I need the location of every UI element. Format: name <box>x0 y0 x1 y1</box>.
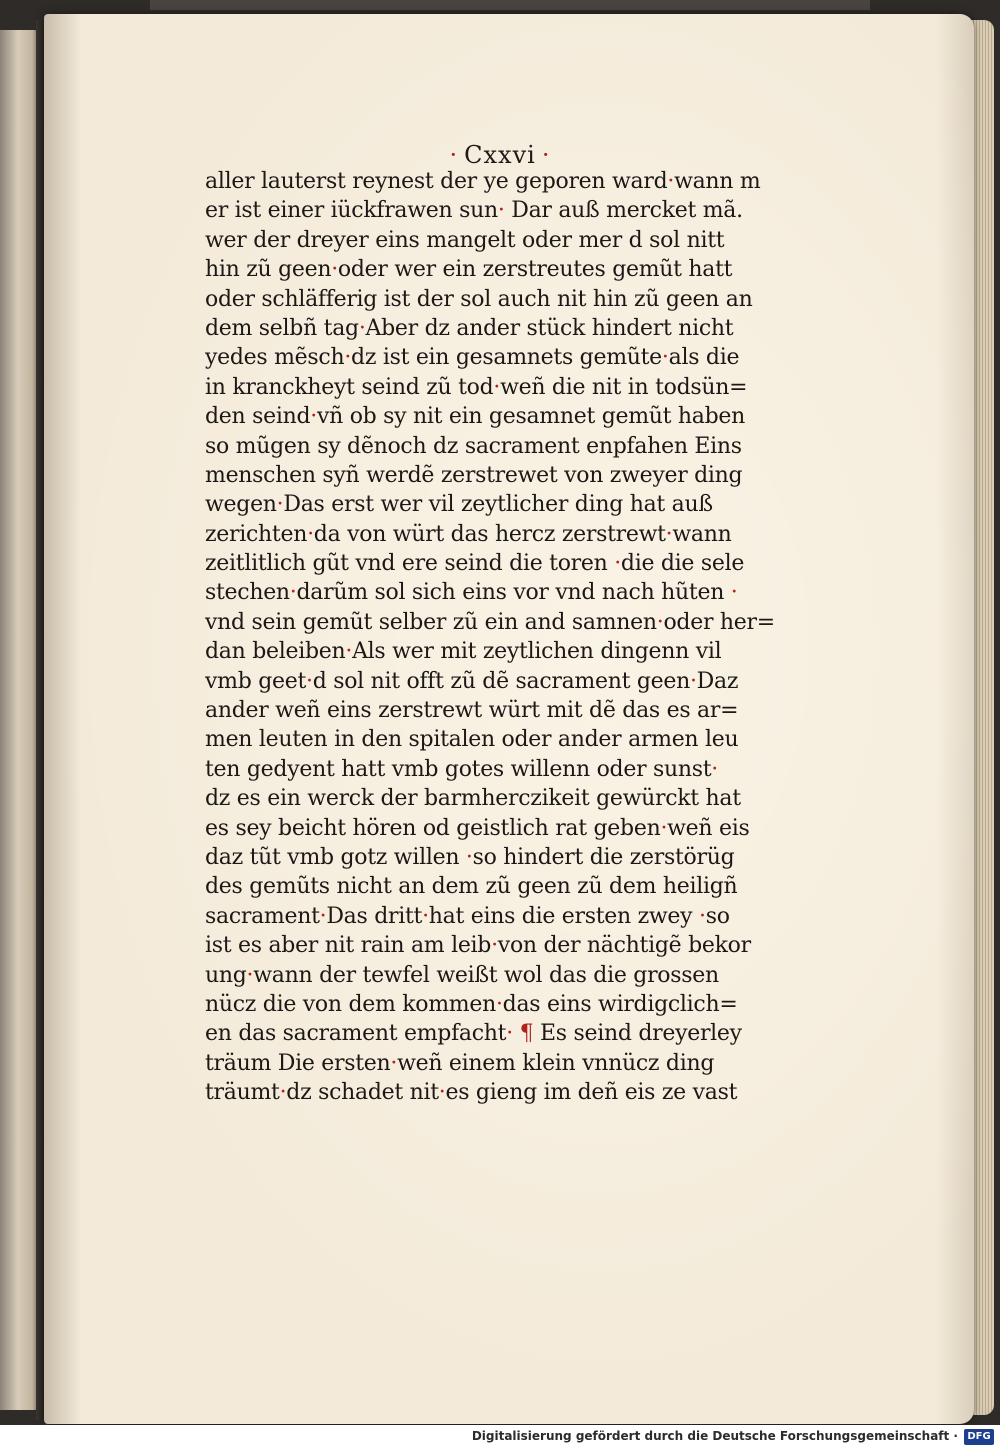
text-line: vmb geet·d sol nit offt zũ dẽ sacrament geen·Daz <box>205 668 739 694</box>
text-line: er ist einer iückfrawen sun· Dar auß mercket mã. <box>205 198 743 224</box>
text-block <box>205 167 775 1108</box>
rubric-mark-left: · <box>449 141 459 169</box>
text-line: en das sacrament empfacht· ¶ Es seind dreyerley <box>205 1021 742 1047</box>
text-line: in kranckheyt seind zũ tod·weñ die nit in todsün= <box>205 374 748 400</box>
footer-credit: Digitalisierung gefördert durch die Deutsche Forschungsgemeinschaft · <box>471 1429 958 1443</box>
text-line: men leuten in den spitalen oder ander armen leu <box>205 727 739 753</box>
binding-top-shadow <box>150 0 870 10</box>
text-line: dem selbñ tag·Aber dz ander stück hindert nicht <box>205 315 734 341</box>
text-line: zerichten·da von würt das hercz zerstrewt·wann <box>205 521 732 547</box>
text-line: so mũgen sy dẽnoch dz sacrament enpfahen Eins <box>205 433 742 459</box>
text-line: ander weñ eins zerstrewt würt mit dẽ das es ar= <box>205 698 739 724</box>
text-line: nücz die von dem kommen·das eins wirdigclich= <box>205 991 738 1017</box>
text-line: dz es ein werck der barmherczikeit gewürckt hat <box>205 786 741 812</box>
text-line: den seind·vñ ob sy nit ein gesamnet gemũt haben <box>205 404 746 430</box>
text-line: yedes mẽsch·dz ist ein gesamnets gemũte·als die <box>205 345 740 371</box>
text-line: zeitlitlich gũt vnd ere seind die toren ·die die sele <box>205 551 745 577</box>
text-line: aller lauterst reynest der ye geporen ward·wann m <box>205 169 761 194</box>
text-line: träum Die ersten·weñ einem klein vnnücz ding <box>205 1050 715 1076</box>
text-line: es sey beicht hören od geistlich rat geben·weñ eis <box>205 815 750 841</box>
text-line: ist es aber nit rain am leib·von der nächtigẽ bekor <box>205 933 751 959</box>
text-line: hin zũ geen·oder wer ein zerstreutes gemũt hatt <box>205 257 733 283</box>
previous-page-edge <box>0 30 40 1410</box>
text-line: ung·wann der tewfel weißt wol das die grossen <box>205 962 719 988</box>
text-line: träumt·dz schadet nit·es gieng im deñ eis ze vast <box>205 1080 738 1106</box>
folio-header <box>0 141 1000 169</box>
text-line: oder schläfferig ist der sol auch nit hin zũ geen an <box>205 286 753 312</box>
dfg-logo: DFG <box>964 1429 994 1445</box>
text-line: des gemũts nicht an dem zũ geen zũ dem heiligñ <box>205 874 738 900</box>
text-line: ten gedyent hatt vmb gotes willenn oder sunst· <box>205 756 718 782</box>
text-line: wegen·Das erst wer vil zeytlicher ding hat auß <box>205 492 713 518</box>
text-line: daz tũt vmb gotz willen ·so hindert die zerstörüg <box>205 844 735 870</box>
text-line: menschen syñ werdẽ zerstrewet von zweyer ding <box>205 462 743 488</box>
text-line: vnd sein gemũt selber zũ ein and samnen·oder her= <box>205 609 775 635</box>
text-line: wer der dreyer eins mangelt oder mer d sol nitt <box>205 227 725 253</box>
text-line: stechen·darũm sol sich eins vor vnd nach hũten · <box>205 580 738 606</box>
text-line: sacrament·Das dritt·hat eins die ersten zwey ·so <box>205 903 730 929</box>
rubric-mark-right: · <box>541 141 551 169</box>
folio-number: Cxxvi <box>464 141 536 169</box>
footer-bar <box>0 1425 1000 1450</box>
text-line: dan beleiben·Als wer mit zeytlichen dingenn vil <box>205 639 722 665</box>
